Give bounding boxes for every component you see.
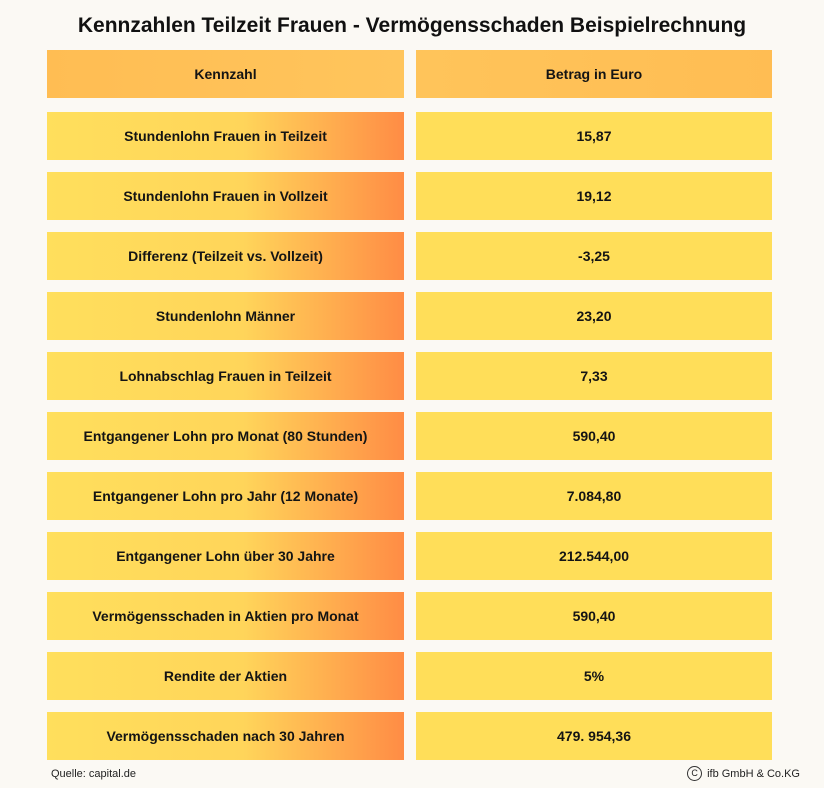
row-label: Entgangener Lohn pro Monat (80 Stunden) [47, 412, 404, 460]
copyright-note [687, 766, 800, 781]
row-value: 15,87 [416, 112, 772, 160]
row-value: 590,40 [416, 592, 772, 640]
copyright-text: ifb GmbH & Co.KG [707, 767, 800, 780]
source-note: Quelle: capital.de [51, 768, 136, 780]
row-value: 212.544,00 [416, 532, 772, 580]
page-title: Kennzahlen Teilzeit Frauen - Vermögensschaden Beispielrechnung [77, 14, 747, 37]
row-label: Vermögensschaden in Aktien pro Monat [47, 592, 404, 640]
row-label: Lohnabschlag Frauen in Teilzeit [47, 352, 404, 400]
column-header-betrag: Betrag in Euro [416, 50, 772, 98]
row-value: 7,33 [416, 352, 772, 400]
row-label: Entgangener Lohn pro Jahr (12 Monate) [47, 472, 404, 520]
row-value: 23,20 [416, 292, 772, 340]
row-value: 479. 954,36 [416, 712, 772, 760]
row-label: Differenz (Teilzeit vs. Vollzeit) [47, 232, 404, 280]
row-label: Stundenlohn Frauen in Vollzeit [47, 172, 404, 220]
row-label: Stundenlohn Frauen in Teilzeit [47, 112, 404, 160]
row-value: 5% [416, 652, 772, 700]
row-value: -3,25 [416, 232, 772, 280]
row-label: Stundenlohn Männer [47, 292, 404, 340]
row-value: 590,40 [416, 412, 772, 460]
row-value: 19,12 [416, 172, 772, 220]
row-label: Rendite der Aktien [47, 652, 404, 700]
row-label: Entgangener Lohn über 30 Jahre [47, 532, 404, 580]
copyright-icon: C [687, 766, 702, 781]
row-value: 7.084,80 [416, 472, 772, 520]
column-header-kennzahl: Kennzahl [47, 50, 404, 98]
row-label: Vermögensschaden nach 30 Jahren [47, 712, 404, 760]
